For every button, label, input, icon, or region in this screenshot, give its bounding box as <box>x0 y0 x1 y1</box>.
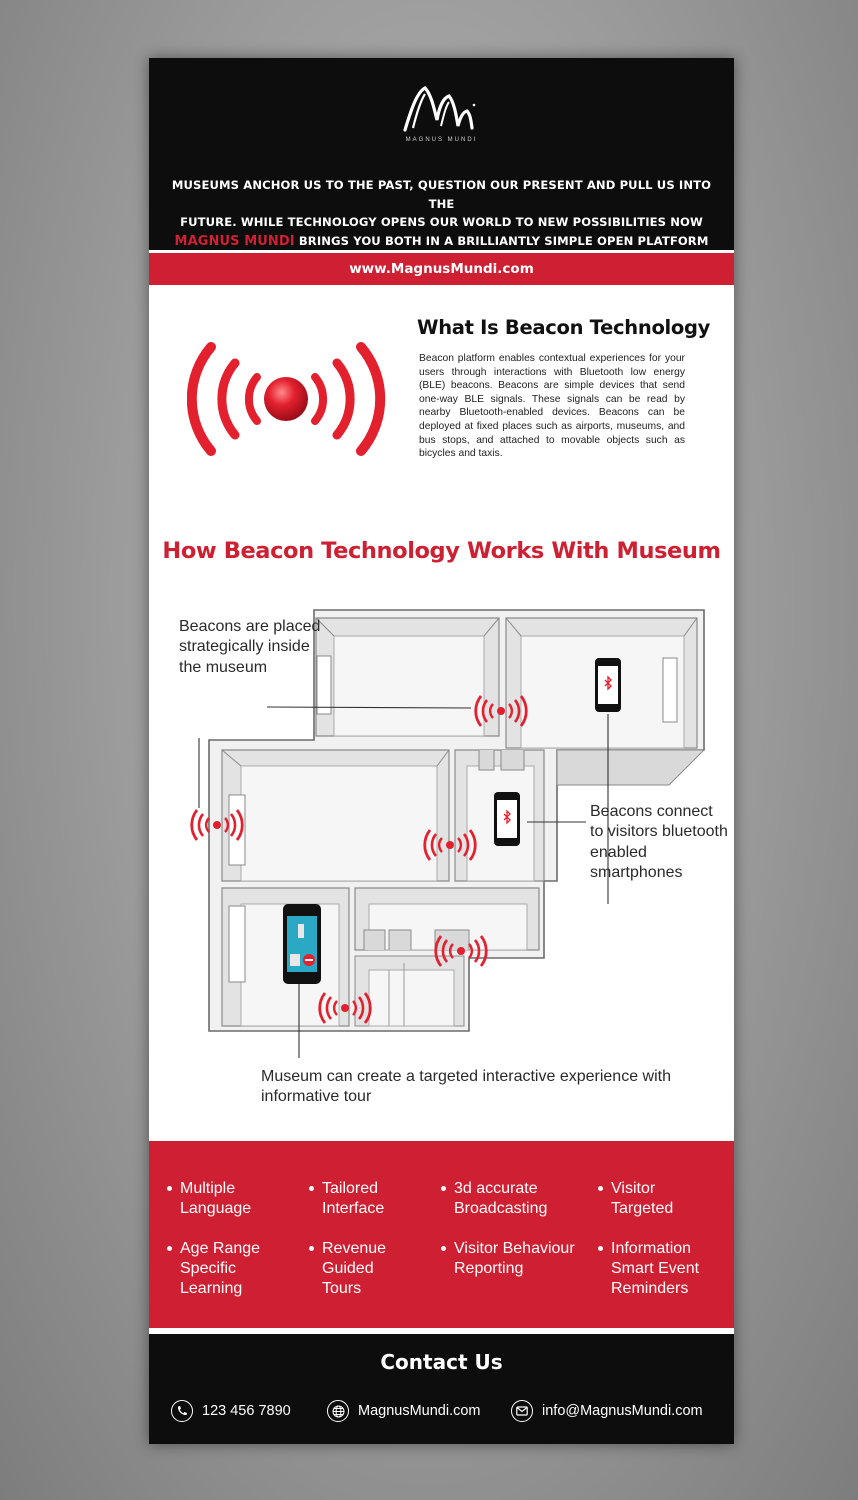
contact-band <box>149 1334 734 1444</box>
annotation-beacons-placed: Beacons are placed strategically inside the museum <box>179 618 321 676</box>
globe-icon <box>327 1400 349 1422</box>
contact-email[interactable] <box>511 1398 703 1424</box>
annotation-beacons-connect: Beacons connect to visitors bluetooth enabled smartphones <box>590 803 728 881</box>
feature-item: Visitor Targeted <box>598 1179 721 1219</box>
tagline-line-3 <box>159 232 724 252</box>
tagline-brand: MAGNUS MUNDI <box>174 233 295 249</box>
smartphone-icon <box>283 904 321 984</box>
how-it-works-title: How Beacon Technology Works With Museum <box>162 538 721 564</box>
beacon-signal-icon <box>187 333 387 463</box>
feature-item: Visitor Behaviour Reporting <box>441 1239 584 1279</box>
what-is-body: Beacon platform enables contextual experiences for your users through interactions with Bluetooth low energy (BLE) beacons. Beacons are simple devices that send one-way BLE signals. These signals can be read by nearby Bluetooth-enabled devices. Beacons can be deployed at fixed places such as airports, museums, and bus stops, and attached to movable objects such as bicycles and taxis. <box>419 353 685 460</box>
website-link: MagnusMundi.com <box>358 1403 481 1419</box>
contact-website[interactable] <box>327 1398 481 1424</box>
what-is-title: What Is Beacon Technology <box>417 316 711 339</box>
tagline <box>159 176 724 251</box>
logo-wordmark: MAGNUS MUNDI <box>405 137 478 143</box>
feature-item: Revenue Guided Tours <box>309 1239 412 1300</box>
phone-number: 123 456 7890 <box>202 1403 291 1419</box>
phone-icon <box>171 1400 193 1422</box>
flyer <box>149 58 734 1444</box>
website-banner[interactable]: www.MagnusMundi.com <box>149 253 734 285</box>
header-band <box>149 58 734 250</box>
feature-item: Tailored Interface <box>309 1179 432 1219</box>
contact-title: Contact Us <box>380 1350 503 1374</box>
smartphone-icon <box>595 658 621 712</box>
annotation-interactive-tour: Museum can create a targeted interactive experience with informative tour <box>261 1068 671 1106</box>
email-link: info@MagnusMundi.com <box>542 1403 703 1419</box>
tagline-line-1: MUSEUMS ANCHOR US TO THE PAST, QUESTION OUR PRESENT AND PULL US INTO THE <box>171 178 712 211</box>
mail-icon <box>511 1400 533 1422</box>
features-band <box>149 1141 734 1328</box>
contact-phone[interactable] <box>171 1398 291 1424</box>
tagline-line-3-rest: BRINGS YOU BOTH IN A BRILLIANTLY SIMPLE OPEN PLATFORM <box>294 233 709 248</box>
feature-item: Information Smart Event Reminders <box>598 1239 734 1300</box>
feature-item: Age Range Specific Learning <box>167 1239 290 1300</box>
feature-item: Multiple Language <box>167 1179 290 1219</box>
feature-item: 3d accurate Broadcasting <box>441 1179 589 1219</box>
smartphone-icon <box>494 792 520 846</box>
tagline-line-2: FUTURE. WHILE TECHNOLOGY OPENS OUR WORLD TO NEW POSSIBILITIES NOW <box>180 215 703 229</box>
